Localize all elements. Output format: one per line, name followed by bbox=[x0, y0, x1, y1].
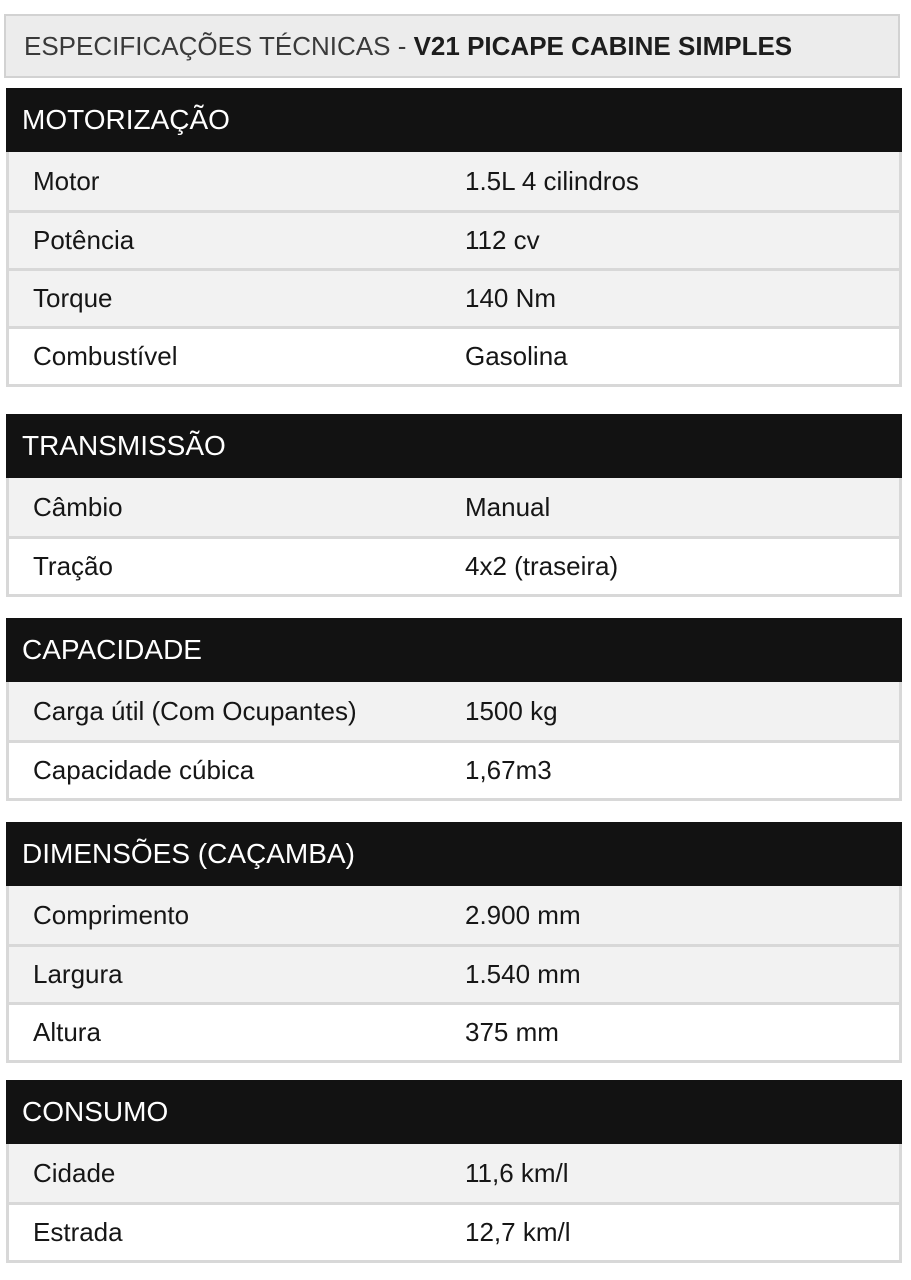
spec-label: Largura bbox=[33, 959, 123, 989]
spec-value: 2.900 mm bbox=[465, 899, 581, 930]
spec-value: Manual bbox=[465, 491, 551, 522]
spec-label: Combustível bbox=[33, 341, 178, 371]
section-heading: CONSUMO bbox=[6, 1080, 902, 1144]
section-consumo bbox=[6, 1080, 902, 1263]
spec-row bbox=[9, 1002, 899, 1060]
spec-label: Altura bbox=[33, 1017, 101, 1047]
title-prefix: ESPECIFICAÇÕES TÉCNICAS - bbox=[24, 30, 414, 61]
spec-row bbox=[9, 478, 899, 536]
spec-rows bbox=[6, 152, 902, 387]
spec-row bbox=[9, 886, 899, 944]
spec-rows bbox=[6, 886, 902, 1063]
spec-label: Carga útil (Com Ocupantes) bbox=[33, 695, 357, 726]
spec-label: Motor bbox=[33, 165, 100, 196]
spec-value: 12,7 km/l bbox=[465, 1217, 571, 1247]
spec-label: Estrada bbox=[33, 1217, 123, 1247]
spec-label: Tração bbox=[33, 551, 113, 581]
spec-row bbox=[9, 944, 899, 1002]
spec-rows bbox=[6, 478, 902, 597]
spec-rows bbox=[6, 682, 902, 801]
spec-label: Comprimento bbox=[33, 899, 190, 930]
spec-value: 1.540 mm bbox=[465, 959, 581, 989]
spec-row bbox=[9, 152, 899, 210]
spec-label: Torque bbox=[33, 283, 113, 313]
spec-row bbox=[9, 1144, 899, 1202]
spec-label: Câmbio bbox=[33, 491, 123, 522]
spec-value: Gasolina bbox=[465, 341, 568, 371]
section-motorizacao bbox=[6, 88, 902, 387]
spec-row bbox=[9, 682, 899, 740]
spec-row bbox=[9, 536, 899, 594]
section-heading: MOTORIZAÇÃO bbox=[6, 88, 902, 152]
spec-label: Cidade bbox=[33, 1157, 116, 1188]
spec-value: 4x2 (traseira) bbox=[465, 551, 619, 581]
spec-value: 112 cv bbox=[465, 225, 540, 255]
spec-rows bbox=[6, 1144, 902, 1263]
section-heading: TRANSMISSÃO bbox=[6, 414, 902, 478]
spec-value: 375 mm bbox=[465, 1017, 559, 1047]
spec-title-bar bbox=[4, 14, 900, 78]
section-transmissao bbox=[6, 414, 902, 597]
spec-row bbox=[9, 210, 899, 268]
spec-label: Potência bbox=[33, 225, 135, 255]
spec-label: Capacidade cúbica bbox=[33, 755, 255, 785]
spec-row bbox=[9, 326, 899, 384]
spec-value: 140 Nm bbox=[465, 283, 557, 313]
spec-row bbox=[9, 268, 899, 326]
section-heading: CAPACIDADE bbox=[6, 618, 902, 682]
section-dimensoes bbox=[6, 822, 902, 1063]
spec-row bbox=[9, 740, 899, 798]
spec-value: 1,67m3 bbox=[465, 755, 552, 785]
spec-value: 1500 kg bbox=[465, 695, 558, 726]
spec-value: 11,6 km/l bbox=[465, 1157, 569, 1188]
section-capacidade bbox=[6, 618, 902, 801]
spec-value: 1.5L 4 cilindros bbox=[465, 165, 639, 196]
spec-row bbox=[9, 1202, 899, 1260]
title-model: V21 PICAPE CABINE SIMPLES bbox=[413, 30, 793, 61]
section-heading: DIMENSÕES (CAÇAMBA) bbox=[6, 822, 902, 886]
